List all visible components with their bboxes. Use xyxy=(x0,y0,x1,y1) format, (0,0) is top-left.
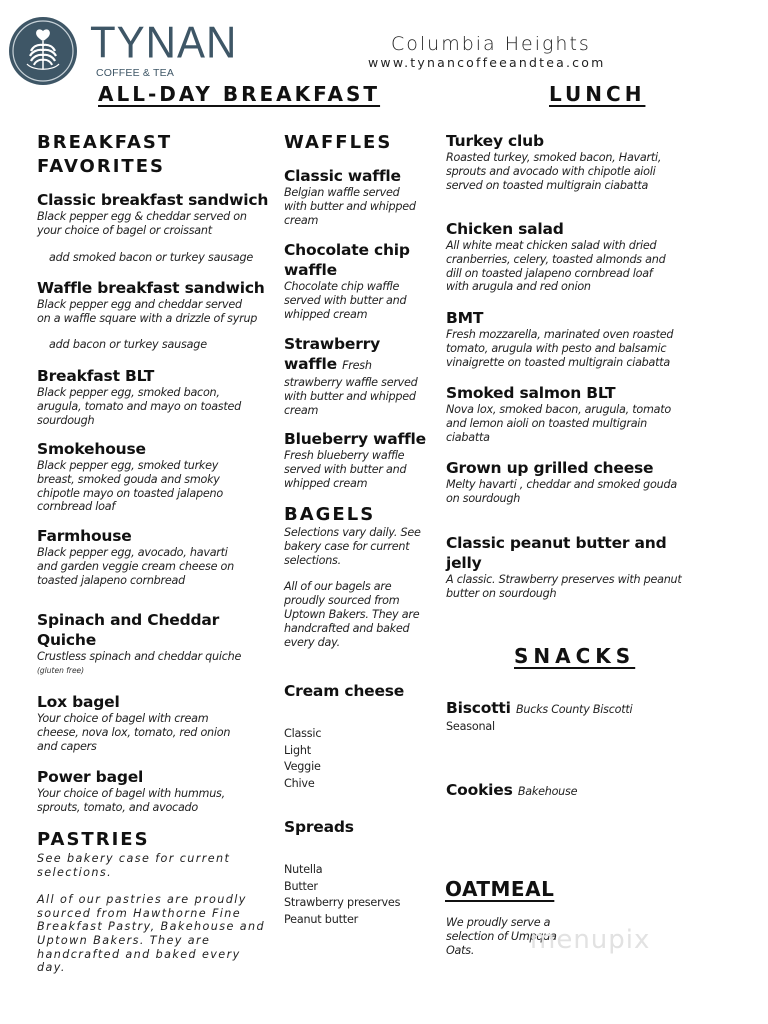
item-desc: butter on sourdough xyxy=(446,586,557,600)
item-desc: ciabatta xyxy=(446,430,490,444)
item-name: Biscotti xyxy=(446,699,511,717)
desc-line: selection of Umpqua xyxy=(446,929,557,943)
all-day-breakfast-title: ALL-DAY BREAKFAST xyxy=(98,82,381,106)
item-desc: cream xyxy=(284,213,319,227)
desc-line: proudly sourced from xyxy=(284,594,400,608)
item-desc: Belgian waffle served xyxy=(284,186,400,199)
item-name: Strawberry xyxy=(284,335,380,353)
title-line: BREAKFAST xyxy=(37,132,173,153)
desc-line: See bakery case for current xyxy=(37,852,231,865)
item-desc: your choice of bagel or croissant xyxy=(37,223,212,237)
item-source: Bakehouse xyxy=(517,785,578,798)
item-desc: strawberry waffle served xyxy=(284,376,418,389)
item-desc: whipped cream xyxy=(284,307,368,321)
desc-line: sourced from Hawthorne Fine xyxy=(37,906,242,920)
menu-item-classic-breakfast-sandwich xyxy=(37,190,268,238)
item-desc: Melty havarti , cheddar and smoked gouda xyxy=(446,478,677,491)
menu-item-spinach-cheddar-quiche xyxy=(37,610,241,675)
item-desc: and capers xyxy=(37,739,97,753)
bagels-description xyxy=(284,526,421,649)
menu-item-grown-up-grilled-cheese xyxy=(446,458,677,506)
item-desc: whipped cream xyxy=(284,476,368,490)
item-name: Chicken salad xyxy=(446,220,564,238)
desc-line: selections. xyxy=(37,865,113,879)
bagels-title: BAGELS xyxy=(284,504,376,525)
desc-line: Oats. xyxy=(446,943,475,957)
item-name: Classic waffle xyxy=(284,167,401,185)
website-link[interactable]: www.tynancoffeeandtea.com xyxy=(368,55,606,70)
item-name: Blueberry waffle xyxy=(284,430,426,448)
desc-line: handcrafted and baked xyxy=(284,621,410,635)
item-desc: with butter and whipped xyxy=(284,389,416,403)
item-desc: chipotle mayo on toasted jalapeno xyxy=(37,486,223,500)
item-desc: on sourdough xyxy=(446,491,521,505)
option-item: Veggie xyxy=(284,760,321,773)
item-desc: Your choice of bagel with hummus, xyxy=(37,787,225,800)
brand-name: TYNAN xyxy=(90,17,238,68)
oatmeal-title: OATMEAL xyxy=(445,877,555,901)
menu-item-turkey-club xyxy=(446,131,661,192)
item-desc: A classic. Strawberry preserves with peanut xyxy=(446,573,682,586)
pastries-description xyxy=(37,852,265,975)
item-name: jelly xyxy=(446,554,482,572)
item-desc: cranberries, celery, toasted almonds and xyxy=(446,252,666,266)
item-name: Grown up grilled cheese xyxy=(446,459,654,477)
lunch-title: LUNCH xyxy=(549,82,646,106)
item-desc: tomato, arugula with pesto and balsamic xyxy=(446,341,667,355)
item-desc: Crustless spinach and cheddar quiche xyxy=(37,650,242,663)
option-item: Butter xyxy=(284,879,318,893)
waffles-title: WAFFLES xyxy=(284,132,393,153)
cream-cheese-title: Cream cheese xyxy=(284,682,405,700)
item-desc: Roasted turkey, smoked bacon, Havarti, xyxy=(446,151,662,164)
item-desc: All white meat chicken salad with dried xyxy=(446,239,657,252)
menu-item-breakfast-blt xyxy=(37,366,241,427)
spreads-title: Spreads xyxy=(284,818,354,836)
item-addon: add bacon or turkey sausage xyxy=(49,338,207,351)
item-desc: Black pepper egg, avocado, havarti xyxy=(37,546,228,559)
item-desc: cream xyxy=(284,403,319,417)
item-name: Lox bagel xyxy=(37,693,120,711)
item-name: Waffle breakfast sandwich xyxy=(37,279,265,297)
cream-cheese-options xyxy=(284,726,321,792)
item-desc: cheese, nova lox, tomato, red onion xyxy=(37,725,231,739)
item-desc: Black pepper egg and cheddar served xyxy=(37,298,242,311)
item-name: Classic peanut butter and xyxy=(446,534,667,552)
item-desc: Your choice of bagel with cream xyxy=(37,712,209,725)
desc-line: We proudly serve a xyxy=(446,916,551,929)
item-note: Seasonal xyxy=(446,720,495,733)
item-name: Smoked salmon BLT xyxy=(446,384,616,402)
item-desc: sprouts, tomato, and avocado xyxy=(37,800,198,814)
desc-line: Uptown Bakers. They are xyxy=(284,607,420,621)
item-name-line xyxy=(446,698,632,720)
menu-item-smokehouse xyxy=(37,439,223,514)
menu-item-chocolate-chip-waffle xyxy=(284,240,410,321)
item-name: Chocolate chip xyxy=(284,241,410,259)
watermark: menupix xyxy=(530,925,651,955)
logo xyxy=(9,17,77,85)
item-name: Breakfast BLT xyxy=(37,367,155,385)
item-desc: on a waffle square with a drizzle of syrup xyxy=(37,311,258,325)
item-desc: cornbread loaf xyxy=(37,500,116,514)
item-desc: Chocolate chip waffle xyxy=(284,280,400,293)
item-desc: Nova lox, smoked bacon, arugula, tomato xyxy=(446,403,671,416)
item-name: BMT xyxy=(446,309,484,327)
snack-item-cookies xyxy=(446,780,577,802)
item-source: Bucks County Biscotti xyxy=(515,703,633,716)
item-desc-inline: Fresh xyxy=(342,359,372,372)
title-line: FAVORITES xyxy=(37,156,165,177)
item-name-with-inline-desc xyxy=(284,354,418,376)
snacks-title: SNACKS xyxy=(514,644,636,668)
item-desc: breast, smoked gouda and smoky xyxy=(37,472,220,486)
menu-item-smoked-salmon-blt xyxy=(446,383,671,444)
latte-art-leaf-icon xyxy=(9,17,77,85)
item-desc: served with butter and xyxy=(284,293,407,307)
item-name: waffle xyxy=(284,355,337,373)
desc-line: Uptown Bakers. They are xyxy=(37,933,211,947)
item-desc: served on toasted multigrain ciabatta xyxy=(446,178,649,192)
item-name: Classic breakfast sandwich xyxy=(37,191,269,209)
menu-item-bmt xyxy=(446,308,673,369)
snack-item-biscotti xyxy=(446,698,632,734)
menu-item-farmhouse xyxy=(37,526,234,587)
location-name: Columbia Heights xyxy=(391,33,591,55)
item-desc: and lemon aioli on toasted multigrain xyxy=(446,416,647,430)
option-item: Chive xyxy=(284,776,315,790)
menu-item-power-bagel xyxy=(37,767,225,815)
menu-item-strawberry-waffle xyxy=(284,334,418,417)
menu-item-blueberry-waffle xyxy=(284,429,426,490)
menu-item-waffle-breakfast-sandwich xyxy=(37,278,265,326)
option-item: Light xyxy=(284,743,311,757)
item-name: Smokehouse xyxy=(37,440,146,458)
gluten-free-note: (gluten free) xyxy=(37,665,85,675)
item-name: Quiche xyxy=(37,631,97,649)
desc-line: Breakfast Pastry, Bakehouse and xyxy=(37,920,265,934)
option-item: Classic xyxy=(284,727,322,740)
item-name: Turkey club xyxy=(446,132,544,150)
item-name: Power bagel xyxy=(37,768,144,786)
option-item: Peanut butter xyxy=(284,912,359,926)
item-name-line xyxy=(446,780,577,802)
pastries-title: PASTRIES xyxy=(37,829,150,850)
item-desc: toasted jalapeno cornbread xyxy=(37,573,185,587)
item-desc: Black pepper egg & cheddar served on xyxy=(37,210,247,223)
desc-line: day. xyxy=(37,961,66,975)
menu-item-classic-waffle xyxy=(284,166,416,227)
spreads-options xyxy=(284,862,400,928)
desc-line: Selections vary daily. See xyxy=(284,526,421,539)
breakfast-favorites-title xyxy=(37,131,172,179)
desc-line: All of our pastries are proudly xyxy=(37,893,247,907)
desc-line: bakery case for current xyxy=(284,539,410,553)
item-desc: sprouts and avocado with chipotle aioli xyxy=(446,164,656,178)
option-item: Nutella xyxy=(284,863,323,876)
item-desc: served with butter and xyxy=(284,462,407,476)
item-desc: with arugula and red onion xyxy=(446,280,591,294)
item-desc: Black pepper egg, smoked bacon, xyxy=(37,386,220,399)
menu-item-classic-pbj xyxy=(446,533,682,601)
item-name: Farmhouse xyxy=(37,527,132,545)
item-name: waffle xyxy=(284,261,337,279)
item-desc: vinaigrette on toasted multigrain ciabatta xyxy=(446,355,671,369)
item-desc: Fresh blueberry waffle xyxy=(284,449,405,462)
item-name: Cookies xyxy=(446,781,513,799)
desc-line: every day. xyxy=(284,635,340,649)
item-desc: arugula, tomato and mayo on toasted xyxy=(37,399,241,413)
desc-line: selections. xyxy=(284,553,341,567)
menu-item-chicken-salad xyxy=(446,219,665,294)
item-desc: with butter and whipped xyxy=(284,199,416,213)
item-desc: and garden veggie cream cheese on xyxy=(37,559,234,573)
brand-subtitle: COFFEE & TEA xyxy=(96,67,175,79)
item-desc: sourdough xyxy=(37,413,95,427)
item-addon: add smoked bacon or turkey sausage xyxy=(49,251,254,264)
item-desc: Black pepper egg, smoked turkey xyxy=(37,459,219,472)
item-desc: dill on toasted jalapeno cornbread loaf xyxy=(446,266,653,280)
item-name: Spinach and Cheddar xyxy=(37,611,220,629)
menu-item-lox-bagel xyxy=(37,692,230,753)
desc-line: handcrafted and baked every xyxy=(37,947,241,961)
option-item: Strawberry preserves xyxy=(284,896,401,909)
desc-line: All of our bagels are xyxy=(284,580,392,594)
item-desc: Fresh mozzarella, marinated oven roasted xyxy=(446,328,674,341)
